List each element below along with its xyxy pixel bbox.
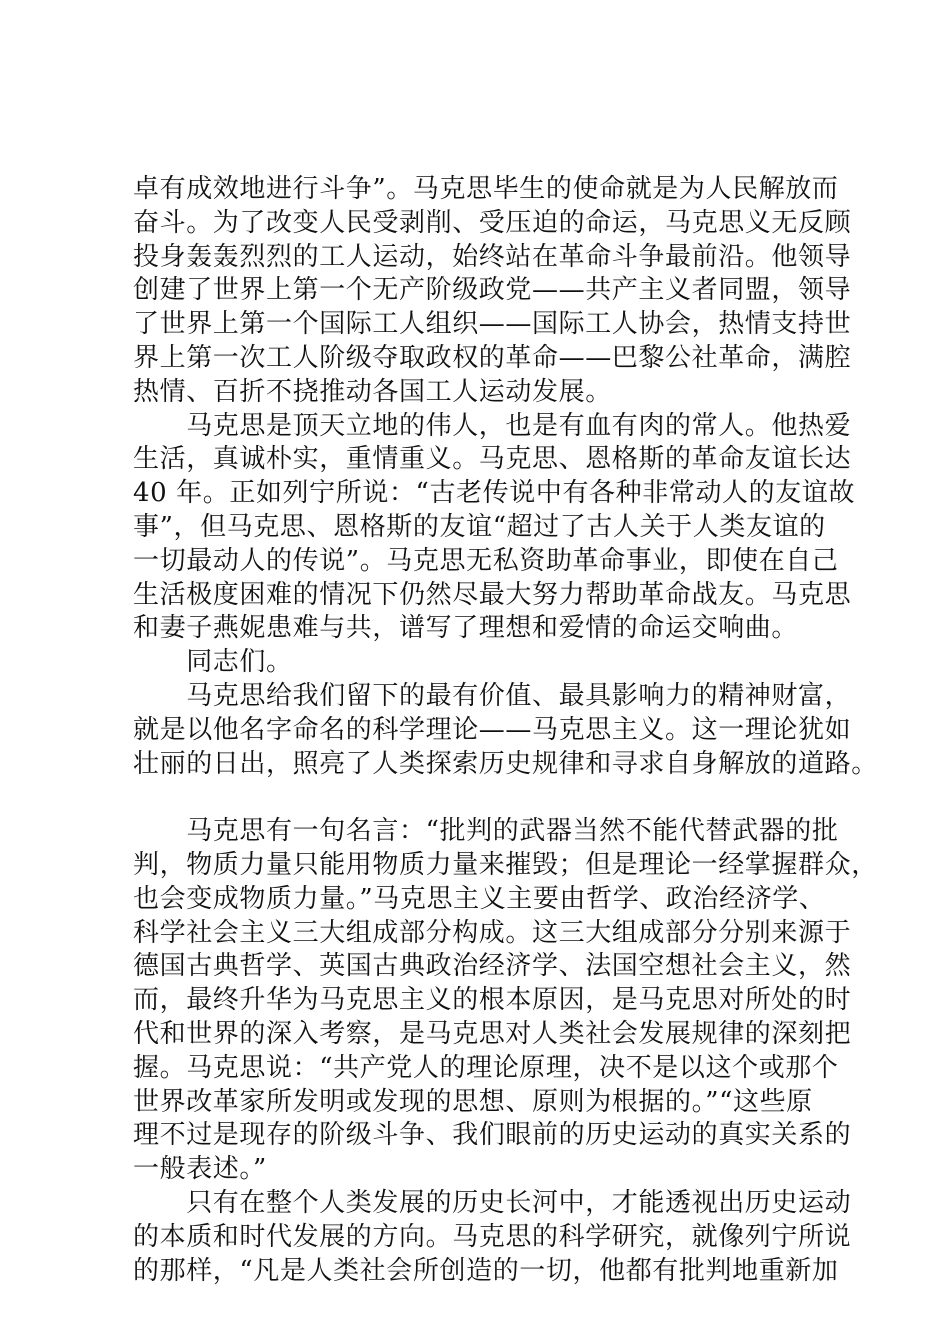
body-text (133, 173, 878, 1288)
text-line: 科学社会主义三大组成部分构成。这三大组成部分分别来源于 (133, 917, 852, 948)
text-line: 40 年。正如列宁所说：“古老传说中有各种非常动人的友谊故 (133, 478, 856, 509)
text-line: 马克思有一句名言：“批判的武器当然不能代替武器的批 (133, 816, 839, 847)
text-line: 一般表述。” (133, 1154, 267, 1185)
text-line: 代和世界的深入考察，是马克思对人类社会发展规律的深刻把 (133, 1018, 852, 1049)
text-line: 界上第一次工人阶级夺取政权的革命——巴黎公社革命，满腔 (133, 342, 852, 373)
text-line: 握。马克思说：“共产党人的理论原理，决不是以这个或那个 (133, 1052, 839, 1083)
text-line (133, 781, 833, 815)
text-line: 判，物质力量只能用物质力量来摧毁；但是理论一经掌握群众， (133, 849, 878, 880)
text-line: 世界改革家所发明或发现的思想、原则为根据的。”“这些原 (133, 1086, 813, 1117)
text-line: 的本质和时代发展的方向。马克思的科学研究，就像列宁所说 (133, 1221, 852, 1252)
text-line: 马克思给我们留下的最有价值、最具影响力的精神财富， (133, 680, 852, 711)
text-line: 就是以他名字命名的科学理论——马克思主义。这一理论犹如 (133, 714, 852, 745)
text-line: 也会变成物质力量。”马克思主义主要由哲学、政治经济学、 (133, 883, 826, 914)
text-line: 的那样，“凡是人类社会所创造的一切，他都有批判地重新加 (133, 1255, 839, 1286)
text-line: 马克思是顶天立地的伟人，也是有血有肉的常人。他热爱 (133, 410, 852, 441)
text-line: 德国古典哲学、英国古典政治经济学、法国空想社会主义，然 (133, 951, 852, 982)
text-line: 奋斗。为了改变人民受剥削、受压迫的命运，马克思义无反顾 (133, 207, 852, 238)
text-line: 理不过是现存的阶级斗争、我们眼前的历史运动的真实关系的 (133, 1120, 852, 1151)
text-line: 一切最动人的传说”。马克思无私资助革命事业，即使在自己 (133, 545, 839, 576)
text-line: 创建了世界上第一个无产阶级政党——共产主义者同盟，领导 (133, 275, 852, 306)
text-line: 卓有成效地进行斗争”。马克思毕生的使命就是为人民解放而 (133, 174, 839, 204)
text-line: 事”，但马克思、恩格斯的友谊“超过了古人关于人类友谊的 (133, 511, 826, 542)
text-line: 和妻子燕妮患难与共，谱写了理想和爱情的命运交响曲。 (133, 613, 799, 644)
text-line: 壮丽的日出，照亮了人类探索历史规律和寻求自身解放的道路。 (133, 748, 878, 779)
text-line: 热情、百折不挠推动各国工人运动发展。 (133, 376, 612, 407)
text-line: 投身轰轰烈烈的工人运动，始终站在革命斗争最前沿。他领导 (133, 241, 852, 272)
text-line: 生活极度困难的情况下仍然尽最大努力帮助革命战友。马克思 (133, 579, 852, 610)
text-line: 同志们。 (133, 647, 293, 678)
text-line: 而，最终升华为马克思主义的根本原因，是马克思对所处的时 (133, 985, 852, 1016)
text-line: 生活，真诚朴实，重情重义。马克思、恩格斯的革命友谊长达 (133, 444, 852, 475)
text-line: 只有在整个人类发展的历史长河中，才能透视出历史运动 (133, 1187, 852, 1218)
text-line: 了世界上第一个国际工人组织——国际工人协会，热情支持世 (133, 309, 852, 340)
